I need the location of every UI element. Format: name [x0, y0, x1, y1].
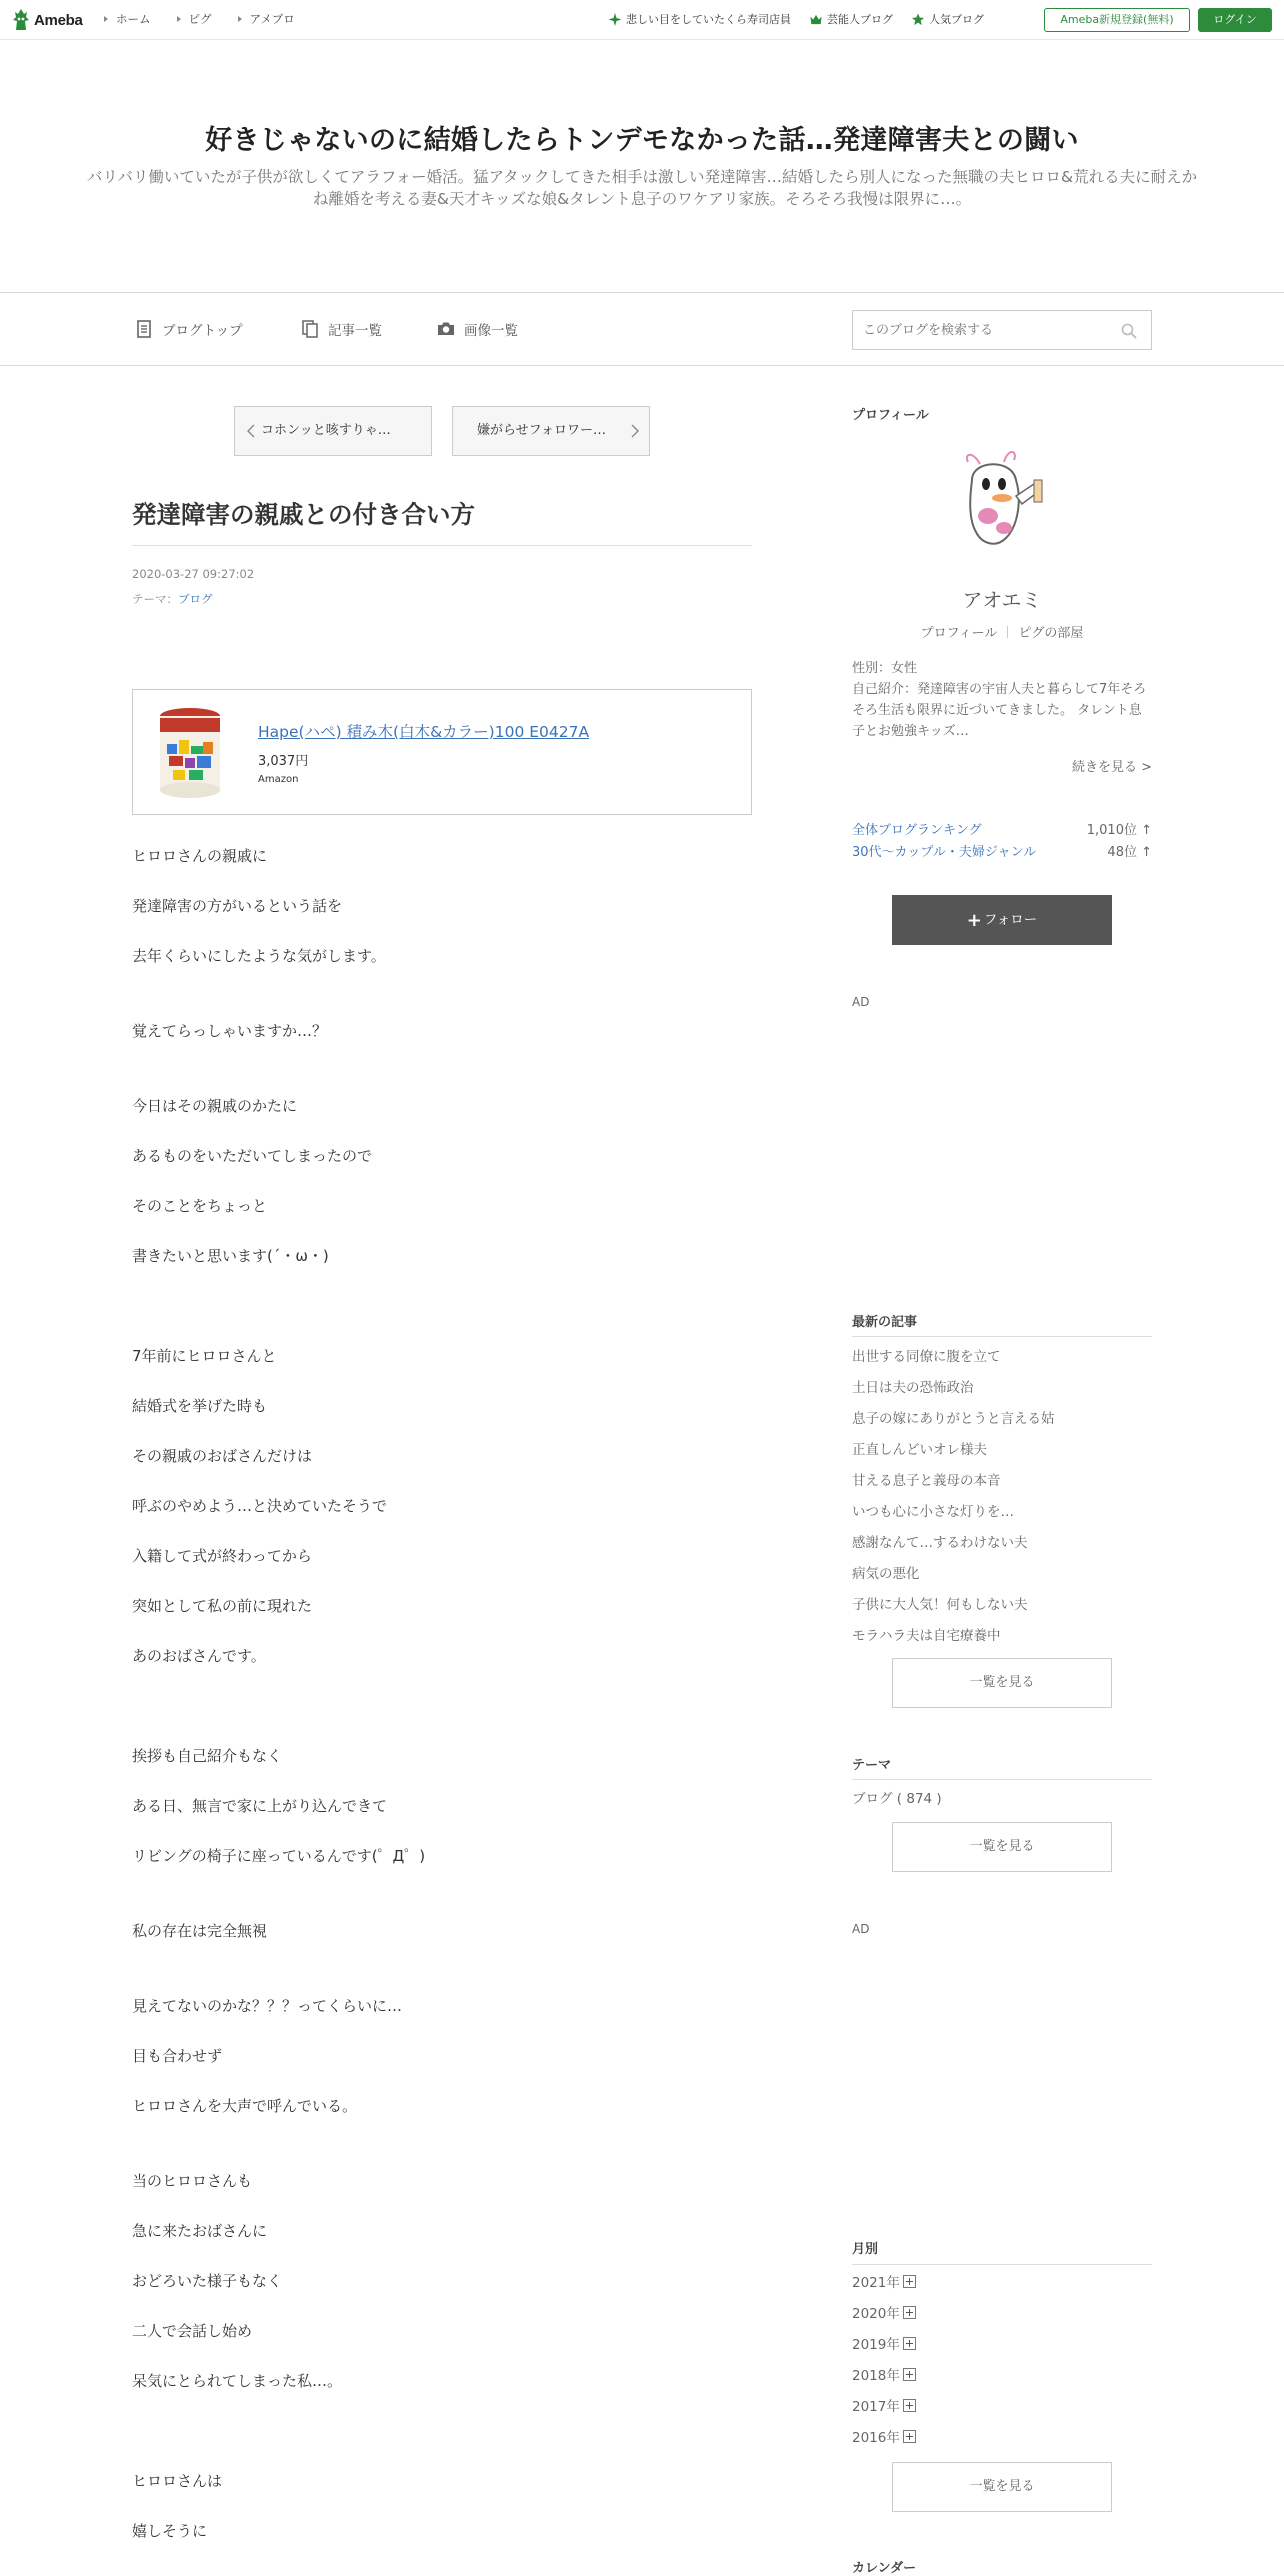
profile-text	[852, 658, 1152, 742]
blog-description: バリバリ働いていたが子供が欲しくてアラフォー婚活。猛アタックしてきた相手は激しい発達障害…結婚したら別人になった無職の夫ヒロロ&荒れる夫に耐えかね離婚を考える妻&天才キッズな娘&タレント息子のワケアリ家族。そろそろ我慢は限界に…。	[86, 168, 1198, 208]
post-body-line: 呆気にとられてしまった私…。	[132, 2372, 343, 2390]
ranking-overall-label: 全体ブログランキング	[852, 823, 982, 838]
amazon-product-link[interactable]: Hape(ハペ) 積み木(白木&カラー)100 E0427A	[258, 723, 590, 741]
month-label: 2017年	[852, 2399, 900, 2415]
month-label: 2019年	[852, 2337, 900, 2353]
chevron-left-icon	[245, 424, 257, 438]
latest-post-link[interactable]: 正直しんどいオレ様夫	[852, 1442, 987, 1458]
previous-post-label: コホンッと咳すりゃ…	[261, 423, 391, 438]
post-body-line: 書きたいと思います(´・ω・)	[132, 1247, 329, 1265]
caret-right-icon	[104, 16, 108, 22]
post-body-line: 私の存在は完全無視	[132, 1922, 268, 1940]
post-body-line: 当のヒロロさんも	[132, 2172, 253, 2190]
expand-plus-icon[interactable]	[903, 2306, 916, 2319]
logo-text: Ameba	[34, 11, 83, 29]
expand-plus-icon[interactable]	[903, 2337, 916, 2350]
expand-plus-icon[interactable]	[903, 2368, 916, 2381]
search-icon[interactable]	[1121, 323, 1137, 339]
read-more-link[interactable]: 続きを見る >	[1071, 760, 1152, 775]
post-theme	[132, 591, 213, 607]
next-post-button[interactable]	[452, 406, 650, 456]
post-body-line: 呼ぶのやめよう…と決めていたそうで	[132, 1497, 388, 1515]
expand-plus-icon[interactable]	[903, 2399, 916, 2412]
month-label: 2018年	[852, 2368, 900, 2384]
post-theme-prefix: テーマ：	[132, 592, 178, 606]
copy-document-icon	[300, 319, 320, 339]
ameba-logo[interactable]	[12, 7, 83, 33]
calendar-heading: カレンダー	[852, 2561, 917, 2576]
latest-post-link[interactable]: 出世する同僚に腹を立て	[852, 1349, 1001, 1365]
expand-plus-icon[interactable]	[903, 2275, 916, 2288]
blog-search-input[interactable]	[853, 311, 1103, 349]
post-body-line: 急に来たおばさんに	[132, 2222, 268, 2240]
chevron-right-icon	[629, 424, 641, 438]
post-body-line: 嬉しそうに	[132, 2522, 208, 2540]
divider	[852, 2264, 1152, 2265]
month-archive-item[interactable]	[852, 2333, 916, 2353]
post-body-line: 今日はその親戚のかたに	[132, 1097, 298, 1115]
post-body-line: リビングの椅子に座っているんです(゜Д゜)	[132, 1847, 426, 1865]
tab-image-list[interactable]	[436, 319, 518, 339]
post-date: 2020-03-27 09:27:02	[132, 567, 255, 581]
tab-article-list-label: 記事一覧	[328, 323, 382, 339]
featured-link-celebrity-label: 芸能人ブログ	[827, 13, 893, 26]
featured-link-trend-label: 悲しい目をしていたくら寿司店員	[626, 13, 791, 26]
post-body-line: 結婚式を挙げた時も	[132, 1397, 268, 1415]
blog-title[interactable]: 好きじゃないのに結婚したらトンデモなかった話…発達障害夫との闘い	[205, 125, 1079, 156]
month-archive-item[interactable]	[852, 2302, 916, 2322]
latest-see-all-button[interactable]: 一覧を見る	[892, 1658, 1112, 1708]
plus-icon: +	[966, 910, 982, 931]
post-body-line: ある日、無言で家に上がり込んできて	[132, 1797, 388, 1815]
profile-name[interactable]: アオエミ	[962, 588, 1042, 612]
latest-post-link[interactable]: 息子の嫁にありがとうと言える姑	[852, 1411, 1055, 1427]
caret-right-icon	[177, 16, 181, 22]
profile-links	[852, 622, 1152, 641]
featured-link-popular-label: 人気ブログ	[929, 13, 984, 26]
month-archive-item[interactable]	[852, 2395, 916, 2415]
post-body-line: そのことをちょっと	[132, 1197, 268, 1215]
pigg-room-link[interactable]: ピグの部屋	[1018, 626, 1084, 641]
follow-button-label: フォロー	[983, 912, 1038, 928]
ad-label: AD	[852, 1922, 870, 1936]
post-body-line: ヒロロさんを大声で呼んでいる。	[132, 2097, 358, 2115]
expand-plus-icon[interactable]	[903, 2430, 916, 2443]
ranking-overall[interactable]	[852, 819, 1152, 838]
profile-link[interactable]: プロフィール	[920, 626, 998, 641]
featured-link-celebrity[interactable]	[809, 11, 893, 27]
tab-image-list-label: 画像一覧	[464, 323, 518, 339]
blog-search	[852, 310, 1152, 350]
ameba-mascot-icon	[12, 8, 30, 32]
global-header	[0, 0, 1284, 40]
latest-post-link[interactable]: 病気の悪化	[852, 1566, 920, 1582]
camera-icon	[436, 319, 456, 339]
previous-post-button[interactable]	[234, 406, 432, 456]
post-body-line: その親戚のおばさんだけは	[132, 1447, 313, 1465]
nav-pigg[interactable]	[177, 11, 212, 27]
avatar[interactable]	[942, 440, 1062, 560]
featured-link-trend[interactable]	[608, 11, 791, 27]
nav-home-label: ホーム	[116, 12, 151, 26]
theme-see-all-button[interactable]: 一覧を見る	[892, 1822, 1112, 1872]
crown-icon	[809, 13, 823, 26]
tab-article-list[interactable]	[300, 319, 382, 339]
latest-post-link[interactable]: いつも心に小さな灯りを…	[852, 1504, 1014, 1520]
post-body-line: あのおばさんです。	[132, 1647, 266, 1665]
post-body-line: あるものをいただいてしまったので	[132, 1147, 373, 1165]
ranking-genre-label: 30代〜カップル・夫婦ジャンル	[852, 845, 1037, 860]
amazon-source-label: Amazon	[258, 774, 299, 785]
latest-posts-heading: 最新の記事	[852, 1315, 918, 1330]
nav-ameblo[interactable]	[238, 11, 295, 27]
post-body-line: 挨拶も自己紹介もなく	[132, 1747, 283, 1765]
month-archive-item[interactable]	[852, 2271, 916, 2291]
ghost-avatar-image	[942, 440, 1062, 560]
monthly-heading: 月別	[852, 2242, 879, 2257]
post-body-line: 覚えてらっしゃいますか…？	[132, 1022, 328, 1040]
caret-right-icon	[238, 16, 242, 22]
post-body-line: 見えてないのかな？？？ってくらいに…	[132, 1997, 403, 2015]
theme-heading: テーマ	[852, 1758, 892, 1773]
post-body-line: 発達障害の方がいるという話を	[132, 897, 343, 915]
post-body-line: ヒロロさんの親戚に	[132, 847, 268, 865]
blog-navbar	[0, 292, 1284, 366]
tab-blog-top-label: ブログトップ	[162, 323, 243, 339]
month-label: 2016年	[852, 2430, 900, 2446]
post-body-line: おどろいた様子もなく	[132, 2272, 283, 2290]
latest-post-link[interactable]: 感謝なんて…するわけない夫	[852, 1535, 1028, 1551]
global-nav	[104, 11, 321, 27]
star-icon	[911, 13, 925, 26]
ranking-genre[interactable]	[852, 841, 1152, 860]
post-body-line: 7年前にヒロロさんと	[132, 1347, 277, 1365]
divider	[132, 545, 752, 546]
nav-home[interactable]	[104, 11, 151, 27]
ranking-genre-value: 48位 ↑	[1107, 845, 1152, 860]
tab-blog-top[interactable]	[134, 319, 243, 339]
product-image[interactable]	[157, 704, 223, 800]
profile-heading: プロフィール	[852, 408, 929, 423]
featured-links	[608, 11, 1002, 27]
link-separator	[1007, 626, 1008, 638]
month-archive-item[interactable]	[852, 2364, 916, 2384]
nav-pigg-label: ピグ	[188, 12, 212, 26]
post-body-line: ヒロロさんは	[132, 2472, 223, 2490]
post-body-line: 目も合わせず	[132, 2047, 223, 2065]
login-button[interactable]: ログイン	[1198, 8, 1272, 32]
featured-link-popular[interactable]	[911, 11, 984, 27]
post-theme-link[interactable]: ブログ	[178, 592, 213, 606]
latest-post-link[interactable]: 土日は夫の恐怖政治	[852, 1380, 974, 1396]
ranking-overall-value: 1,010位 ↑	[1086, 823, 1152, 838]
sparkle-icon	[608, 13, 622, 26]
monthly-see-all-button[interactable]: 一覧を見る	[892, 2462, 1112, 2512]
follow-button[interactable]	[892, 895, 1112, 945]
latest-post-link[interactable]: 甘える息子と義母の本音	[852, 1473, 1001, 1489]
nav-ameblo-label: アメブロ	[249, 12, 295, 26]
post-body-line: 突如として私の前に現れた	[132, 1597, 313, 1615]
document-icon	[134, 319, 154, 339]
next-post-label: 嫌がらせフォロワー…	[477, 423, 606, 438]
month-label: 2021年	[852, 2275, 900, 2291]
post-body-line: 去年くらいにしたような気がします。	[132, 947, 386, 965]
profile-gender: 性別：女性	[852, 661, 918, 676]
post-body-line: 入籍して式が終わってから	[132, 1547, 312, 1565]
theme-link[interactable]: ブログ ( 874 )	[852, 1791, 942, 1807]
divider	[852, 1779, 1152, 1780]
register-button[interactable]: Ameba新規登録(無料)	[1044, 8, 1190, 32]
month-label: 2020年	[852, 2306, 900, 2322]
post-body-line: 二人で会話し始め	[132, 2322, 253, 2340]
ad-label: AD	[852, 995, 870, 1009]
amazon-product-card[interactable]	[132, 689, 752, 815]
divider	[852, 1336, 1152, 1337]
profile-intro: 自己紹介：発達障害の宇宙人夫と暮らして7年そろそろ生活も限界に近づいてきました。 タレント息子とお勉強キッズ…	[852, 682, 1147, 739]
amazon-product-price: 3,037円	[258, 754, 309, 769]
latest-post-link[interactable]: 子供に大人気！何もしない夫	[852, 1597, 1028, 1613]
month-archive-item[interactable]	[852, 2426, 916, 2446]
post-title[interactable]: 発達障害の親戚との付き合い方	[132, 500, 475, 529]
latest-post-link[interactable]: モラハラ夫は自宅療養中	[852, 1628, 1001, 1644]
